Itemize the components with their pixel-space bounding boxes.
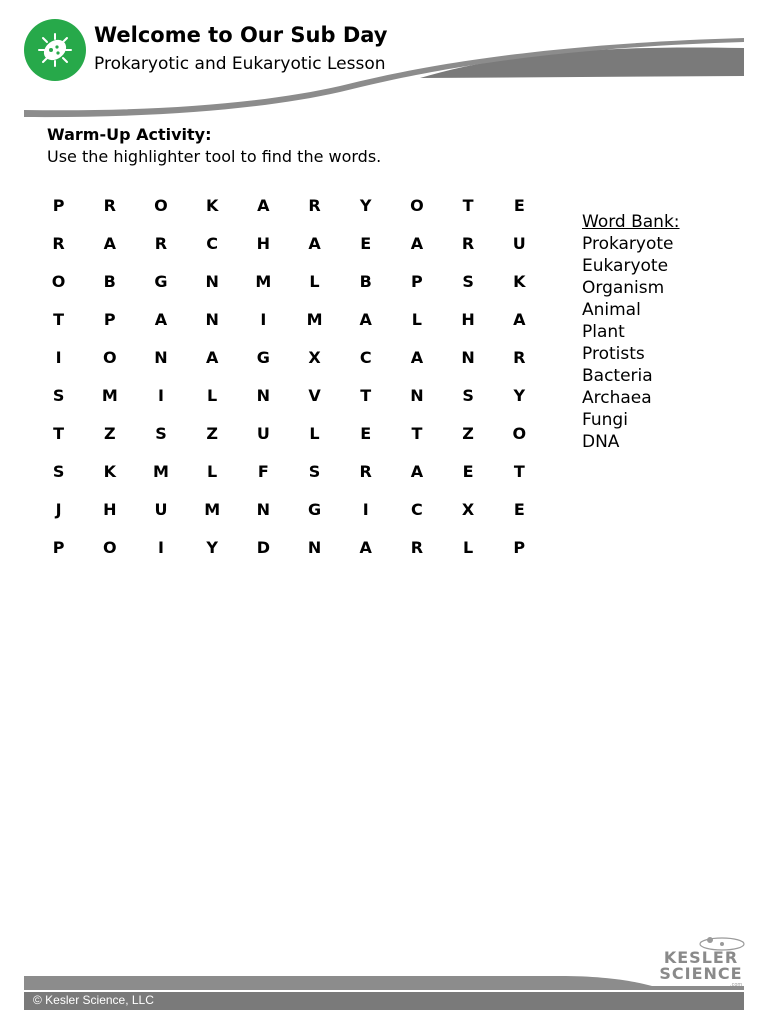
grid-letter-cell[interactable]: U — [154, 499, 168, 519]
grid-letter-cell[interactable]: S — [308, 461, 321, 481]
grid-letter-cell[interactable]: R — [359, 461, 372, 481]
grid-letter-cell[interactable]: R — [52, 233, 65, 253]
grid-letter-cell[interactable]: N — [154, 347, 168, 367]
grid-letter-cell[interactable]: F — [257, 461, 269, 481]
word-bank-item: Animal — [582, 300, 641, 320]
grid-letter-cell[interactable]: T — [513, 461, 525, 481]
page-title: Welcome to Our Sub Day — [94, 23, 388, 47]
grid-letter-cell[interactable]: S — [52, 461, 65, 481]
grid-letter-cell[interactable]: T — [53, 423, 65, 443]
grid-letter-cell[interactable]: K — [205, 195, 219, 215]
grid-letter-cell[interactable]: P — [52, 537, 65, 557]
grid-letter-cell[interactable]: I — [362, 499, 369, 519]
grid-letter-cell[interactable]: I — [157, 537, 164, 557]
grid-letter-cell[interactable]: N — [205, 271, 219, 291]
grid-letter-cell[interactable]: K — [513, 271, 526, 291]
grid-letter-cell[interactable]: L — [411, 309, 422, 329]
grid-letter-cell[interactable]: R — [308, 195, 321, 215]
grid-letter-cell[interactable]: P — [103, 309, 116, 329]
grid-letter-cell[interactable]: M — [255, 271, 272, 291]
grid-letter-cell[interactable]: Y — [206, 537, 218, 557]
grid-letter-cell[interactable]: S — [52, 385, 65, 405]
grid-letter-cell[interactable]: A — [359, 309, 372, 329]
grid-letter-cell[interactable]: R — [410, 537, 424, 557]
grid-letter-cell[interactable]: A — [257, 195, 270, 215]
grid-letter-cell[interactable]: O — [154, 195, 168, 215]
grid-letter-cell[interactable]: H — [461, 309, 475, 329]
grid-letter-cell[interactable]: M — [101, 385, 118, 405]
grid-letter-cell[interactable]: D — [256, 537, 270, 557]
grid-letter-cell[interactable]: N — [461, 347, 475, 367]
grid-letter-cell[interactable]: Z — [206, 423, 218, 443]
grid-letter-cell[interactable]: I — [260, 309, 267, 329]
grid-letter-cell[interactable]: A — [410, 233, 424, 253]
grid-letter-cell[interactable]: K — [103, 461, 116, 481]
grid-letter-cell[interactable]: L — [309, 423, 320, 443]
grid-letter-cell[interactable]: P — [411, 271, 423, 291]
word-bank-item: Fungi — [582, 410, 628, 430]
word-bank-item: Eukaryote — [582, 256, 669, 276]
grid-letter-cell[interactable]: T — [53, 309, 65, 329]
grid-letter-cell[interactable]: N — [256, 385, 271, 405]
grid-letter-cell[interactable]: A — [308, 233, 321, 253]
grid-letter-cell[interactable]: L — [462, 537, 474, 557]
grid-letter-cell[interactable]: I — [55, 347, 62, 367]
grid-letter-cell[interactable]: Z — [462, 423, 474, 443]
grid-letter-cell[interactable]: T — [360, 385, 372, 405]
grid-letter-cell[interactable]: M — [306, 309, 323, 329]
grid-letter-cell[interactable]: B — [103, 271, 116, 291]
grid-letter-cell[interactable]: J — [55, 499, 62, 519]
grid-letter-cell[interactable]: X — [308, 347, 321, 367]
grid-letter-cell[interactable]: P — [513, 537, 526, 557]
grid-letter-cell[interactable]: A — [154, 309, 168, 329]
grid-letter-cell[interactable]: M — [153, 461, 169, 481]
grid-letter-cell[interactable]: I — [157, 385, 164, 405]
grid-letter-cell[interactable]: H — [103, 499, 117, 519]
grid-letter-cell[interactable]: O — [102, 347, 117, 367]
page-subtitle: Prokaryotic and Eukaryotic Lesson — [94, 54, 386, 74]
grid-letter-cell[interactable]: B — [359, 271, 372, 291]
grid-letter-cell[interactable]: A — [513, 309, 526, 329]
grid-letter-cell[interactable]: R — [461, 233, 475, 253]
grid-letter-cell[interactable]: E — [360, 423, 372, 443]
word-search-grid[interactable] — [33, 186, 545, 566]
grid-letter-cell[interactable]: A — [410, 347, 424, 367]
grid-letter-cell[interactable]: S — [462, 385, 474, 405]
grid-letter-cell[interactable]: N — [256, 499, 271, 519]
bacteria-icon — [35, 30, 75, 70]
grid-letter-cell[interactable]: N — [410, 385, 424, 405]
grid-letter-cell[interactable]: E — [513, 499, 525, 519]
grid-letter-cell[interactable]: Y — [359, 195, 372, 215]
word-bank-item: Plant — [582, 322, 625, 342]
grid-letter-cell[interactable]: T — [462, 195, 474, 215]
grid-letter-cell[interactable]: Y — [513, 385, 526, 405]
word-bank-item: Bacteria — [582, 366, 653, 386]
grid-letter-cell[interactable]: G — [154, 271, 168, 291]
grid-letter-cell[interactable]: O — [102, 537, 117, 557]
grid-letter-cell[interactable]: O — [410, 195, 424, 215]
word-bank-item: Protists — [582, 344, 645, 364]
brand-line-2: SCIENCE — [659, 964, 743, 983]
grid-letter-cell[interactable]: T — [411, 423, 423, 443]
grid-letter-cell[interactable]: P — [52, 195, 65, 215]
word-bank-item: Organism — [582, 278, 665, 298]
grid-letter-cell[interactable]: E — [462, 461, 474, 481]
grid-letter-cell[interactable]: S — [462, 271, 474, 291]
word-bank-item: DNA — [582, 432, 620, 452]
grid-letter-cell[interactable]: E — [513, 195, 525, 215]
grid-letter-cell[interactable]: X — [461, 499, 475, 519]
word-bank-list — [582, 233, 752, 453]
grid-letter-cell[interactable]: R — [513, 347, 526, 367]
grid-letter-cell[interactable]: H — [256, 233, 271, 253]
grid-letter-cell[interactable]: U — [512, 233, 526, 253]
grid-letter-cell[interactable]: A — [103, 233, 116, 253]
grid-letter-cell[interactable]: G — [307, 499, 322, 519]
grid-letter-cell[interactable]: Z — [103, 423, 116, 443]
grid-letter-cell[interactable]: L — [309, 271, 320, 291]
grid-letter-cell[interactable]: E — [360, 233, 372, 253]
grid-letter-cell[interactable]: O — [51, 271, 66, 291]
grid-letter-cell[interactable]: N — [307, 537, 322, 557]
grid-letter-cell[interactable]: G — [256, 347, 270, 367]
grid-letter-cell[interactable]: C — [206, 233, 219, 253]
grid-letter-cell[interactable]: L — [207, 461, 218, 481]
grid-letter-cell[interactable]: N — [205, 309, 219, 329]
brand-line-1: KESLER — [663, 948, 739, 967]
grid-letter-cell[interactable]: A — [359, 537, 372, 557]
warmup-instructions: Use the highlighter tool to find the words. — [47, 147, 382, 166]
grid-letter-cell[interactable]: L — [207, 385, 218, 405]
grid-letter-cell[interactable]: U — [256, 423, 270, 443]
grid-letter-cell[interactable]: R — [103, 195, 116, 215]
grid-letter-cell[interactable]: S — [155, 423, 167, 443]
word-bank — [582, 211, 752, 453]
word-bank-title: Word Bank: — [582, 212, 680, 232]
warmup-heading: Warm-Up Activity: — [47, 125, 212, 144]
grid-letter-cell[interactable]: A — [410, 461, 424, 481]
logo-badge — [24, 19, 86, 81]
grid-letter-cell[interactable]: O — [512, 423, 527, 443]
copyright-text: © Kesler Science, LLC — [33, 993, 154, 1007]
word-bank-item: Prokaryote — [582, 234, 674, 254]
grid-letter-cell[interactable]: M — [204, 499, 221, 519]
grid-letter-cell[interactable]: C — [411, 499, 423, 519]
grid-letter-cell[interactable]: A — [205, 347, 219, 367]
grid-letter-cell[interactable]: V — [308, 385, 321, 405]
grid-letter-cell[interactable]: R — [154, 233, 168, 253]
grid-letter-cell[interactable]: C — [359, 347, 372, 367]
word-bank-item: Archaea — [582, 388, 652, 408]
brand-suffix: .com — [730, 982, 743, 988]
